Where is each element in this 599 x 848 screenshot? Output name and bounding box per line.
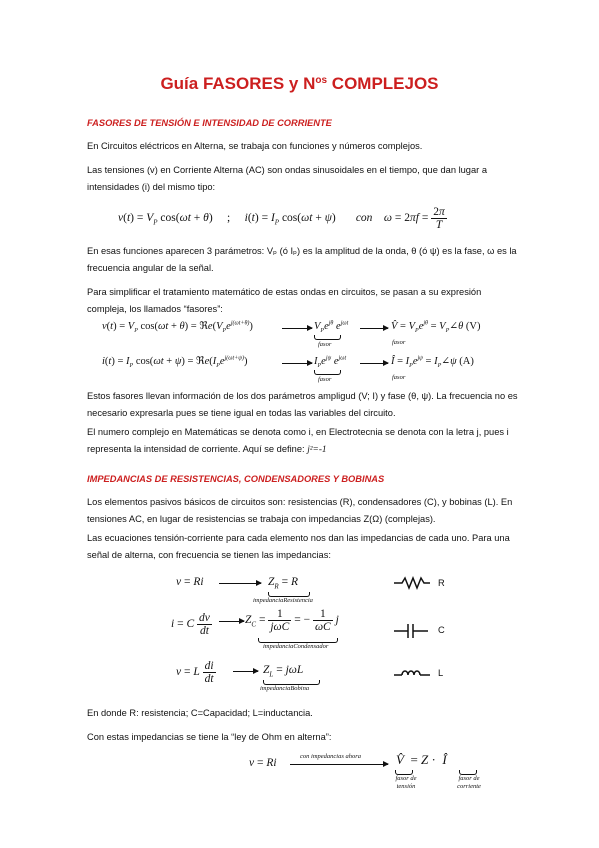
resistor-symbol-icon	[394, 576, 430, 590]
arrow-corriente-2	[360, 363, 388, 364]
paragraph-tensiones: Las tensiones (v) en Corriente Alterna (AC) son ondas sinusoidales en el tiempo, que dan lugar a intensidades (i) del mismo tipo:	[87, 165, 487, 192]
label-l: L	[438, 668, 444, 678]
label-c: C	[438, 625, 445, 635]
section-heading-impedancias: IMPEDANCIAS DE RESISTENCIAS, CONDENSADORES Y BOBINAS	[87, 474, 385, 484]
equation-condensador: i = C $\frac{dv}{dt}$	[171, 612, 210, 637]
label-con-impedancias: con impedancias ahora	[300, 753, 362, 760]
arrow-bobina	[233, 671, 258, 672]
section-heading-fasores: FASORES DE TENSIÓN E INTENSIDAD DE CORRIENTE	[87, 118, 332, 128]
paragraph-donde: En donde R: resistencia; C=Capacidad; L=inductancia.	[87, 708, 313, 718]
arrow-ohm	[290, 764, 388, 765]
paragraph-fasores-info: Estos fasores llevan información de los dos parámetros ampligud (V; I) y fase (θ, ψ). La frecuencia no es necesario expresarla pues se tiene igual en todas las variables del circuito.	[87, 391, 518, 418]
label-fasor-de-tension: fasor de tensión	[395, 775, 417, 790]
equation-resistencia: v = Ri	[176, 576, 204, 588]
label-fasor-corriente: fasor	[318, 376, 332, 383]
title-main: Guía FASORES y N	[160, 74, 316, 93]
equation-j-squared: j²=-1	[307, 445, 327, 455]
equation-sinusoidal: $v(t) = V_P$ cos(ωt + θ) ; $i(t) = I_P$ cos(ωt + ψ) con ω = 2πf = $\frac{2\pi}{T}$	[118, 206, 445, 231]
capacitor-symbol-icon	[394, 623, 428, 639]
impedance-condensador: $Z_C$ = $\frac{1}{\text{jωC}}$ = − $\frac{1}{\omega C}$ j	[245, 608, 339, 633]
equation-fasor-tension: $v(t) = V_P$ $\cos(\omega t + \theta) = ℜe(V_Pe^{j(\omega t+\theta)})$	[102, 320, 253, 335]
label-fasor-tension-rhs: fasor	[392, 339, 406, 346]
paragraph-ley-ohm: Con estas impedancias se tiene la “ley de Ohm en alterna”:	[87, 732, 332, 742]
paragraph-complejo-text: El numero complejo en Matemáticas se denota como i, en Electrotecnia se denota con la letra j, pues i representa la intensidad de corriente. Aquí se define:	[87, 427, 509, 454]
paragraph-complejo	[87, 424, 519, 459]
paragraph-ecuaciones: Las ecuaciones tensión-corriente para cada elemento nos dan las impedancias de cada uno. Para una señal de alterna, con frecuencia se tienen las impedancias:	[87, 533, 510, 560]
brace-fasor-tension	[314, 335, 341, 340]
equation-fasor-tension-rhs: V̂ = $V_Pe^{j\theta}$ = $V_P\angle\theta$ (V)	[391, 320, 481, 335]
inductor-symbol-icon	[394, 666, 430, 680]
page-title	[0, 74, 599, 94]
label-impedancia-bobina: impedanciaBobina	[260, 685, 310, 692]
impedance-resistencia: $Z_R = R$	[268, 576, 298, 591]
equation-fasor-tension-mid: $V_Pe^{j\theta}$ $e^{j\omega t}$	[314, 320, 349, 334]
title-superscript: os	[315, 75, 328, 86]
paragraph-parametros: En esas funciones aparecen 3 parámetros: Vₚ (ó Iₚ) es la amplitud de la onda, θ (ó ψ) es la fase, ω es la frecuencia angular de la señal.	[87, 246, 517, 273]
arrow-resistencia	[219, 583, 261, 584]
label-impedancia-condensador: impedanciaCondensador	[263, 643, 329, 650]
arrow-corriente-1	[282, 363, 312, 364]
arrow-tension-2	[360, 328, 388, 329]
equation-fasor-corriente: $i(t) = I_P$ $\cos(\omega t + \psi) = ℜe(I_Pe^{j(\omega t+\psi)})$	[102, 355, 248, 370]
label-r: R	[438, 578, 445, 588]
equation-fasor-corriente-mid: $I_Pe^{j\psi}$ $e^{j\omega t}$	[314, 355, 347, 369]
arrow-condensador	[219, 621, 244, 622]
impedance-bobina: $Z_L = j\omega L$	[263, 664, 304, 679]
paragraph-intro: En Circuitos eléctricos en Alterna, se trabaja con funciones y números complejos.	[87, 141, 423, 151]
equation-fasor-corriente-rhs: Î = $I_Pe^{j\psi}$ = $I_P\angle\psi$ (A)	[391, 355, 474, 370]
equation-ohm-lhs: v = Ri	[249, 757, 277, 769]
equation-bobina: v = L $\frac{di}{dt}$	[176, 660, 214, 685]
title-rest: COMPLEJOS	[327, 74, 439, 93]
label-impedancia-resistencia: impedanciaResistencia	[253, 597, 313, 604]
label-fasor-corriente-rhs: fasor	[392, 374, 406, 381]
label-fasor-de-corriente: fasor de corriente	[457, 775, 481, 790]
brace-fasor-corriente	[314, 370, 341, 375]
arrow-tension-1	[282, 328, 312, 329]
paragraph-fasores: Para simplificar el tratamiento matemático de estas ondas en circuitos, se pasan a su expresión compleja, los llamados “fasores”:	[87, 287, 482, 314]
label-fasor-tension: fasor	[318, 341, 332, 348]
equation-ohm-rhs: V̂ = Z · Î	[396, 752, 447, 767]
paragraph-elementos: Los elementos pasivos básicos de circuitos son: resistencias (R), condensadores (C), y bobinas (L). En tensiones AC, en lugar de resistencias se trabaja con impedancias Z(Ω) (complejas).	[87, 497, 513, 524]
